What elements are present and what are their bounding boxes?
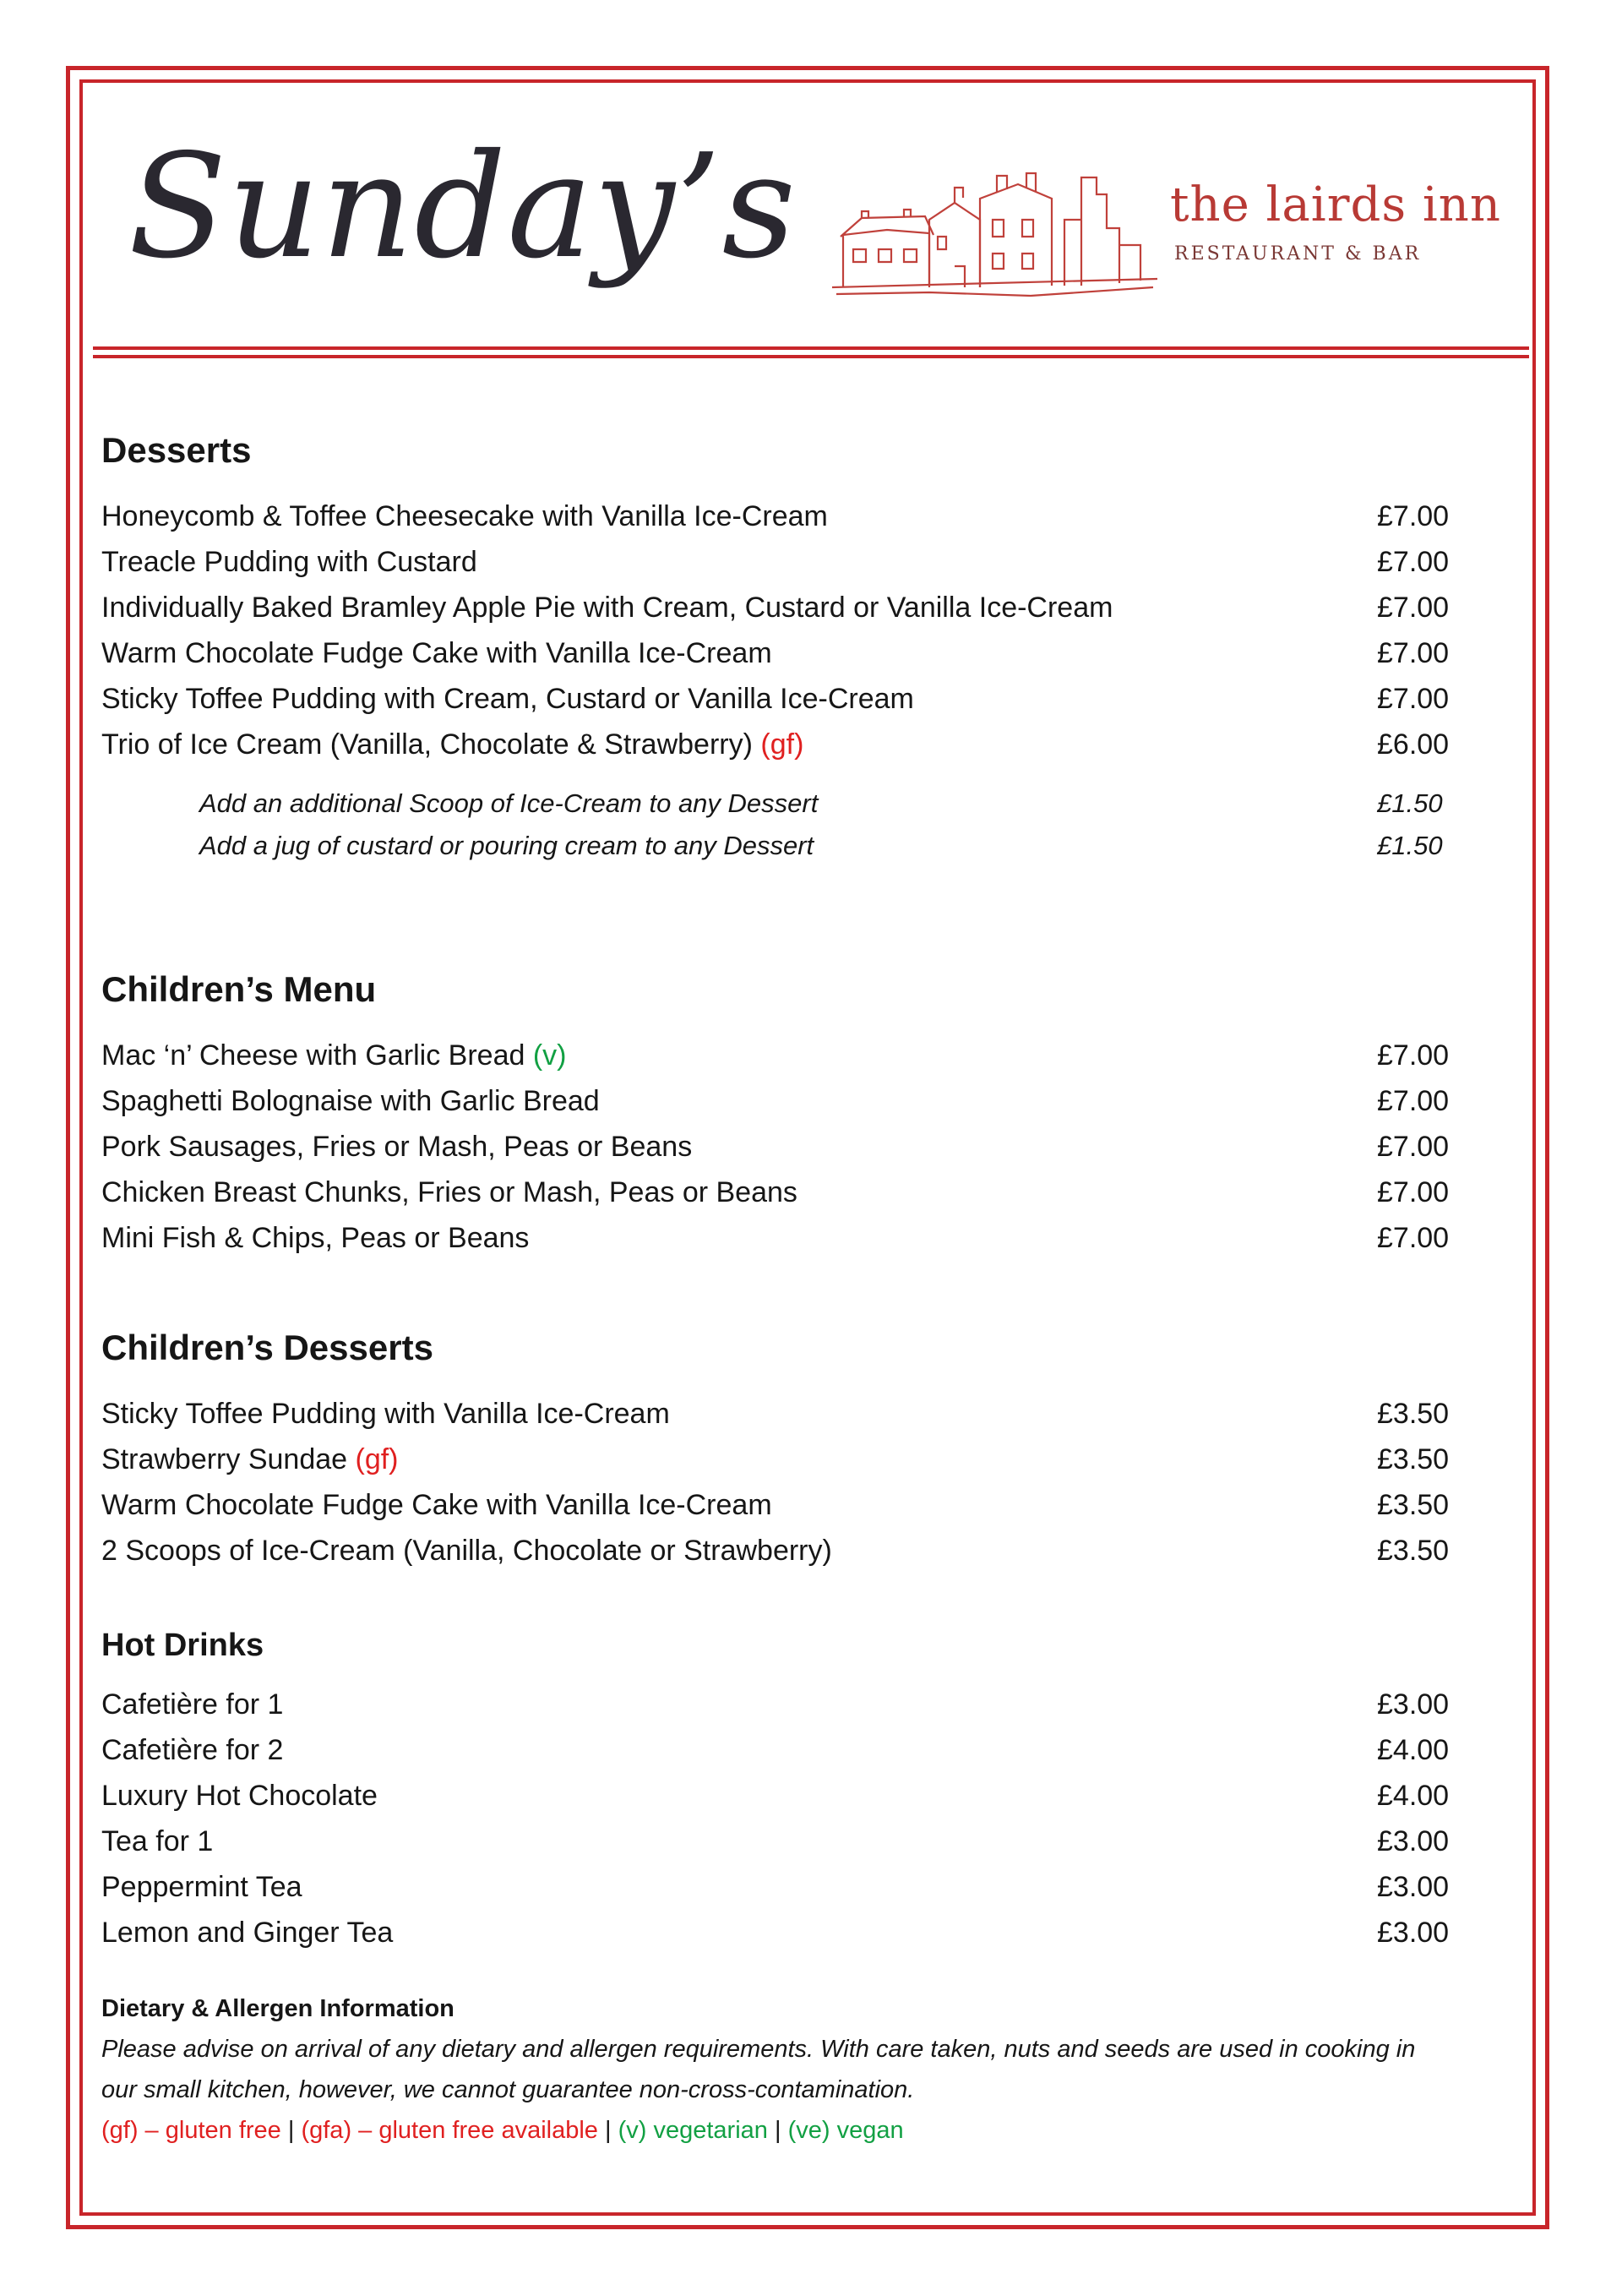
item-price: £7.00 xyxy=(1377,546,1450,578)
legend-gluten-free-available: (gfa) – gluten free available xyxy=(301,2117,598,2144)
item-name: Warm Chocolate Fudge Cake with Vanilla Ice-Cream xyxy=(101,637,772,669)
legend-gluten-free: (gf) – gluten free xyxy=(101,2117,281,2144)
item-name: Pork Sausages, Fries or Mash, Peas or Beans xyxy=(101,1131,693,1163)
menu-content xyxy=(101,406,1453,1955)
item-price: £3.00 xyxy=(1377,1825,1450,1857)
item-name: Strawberry Sundae xyxy=(101,1443,348,1475)
menu-item xyxy=(101,1819,1453,1864)
item-price: £7.00 xyxy=(1377,1222,1450,1254)
dietary-text-line-2: our small kitchen, however, we cannot guarantee non-cross-contamination. xyxy=(101,2076,915,2103)
item-price: £7.00 xyxy=(1377,683,1450,715)
item-name: Lemon and Ginger Tea xyxy=(101,1917,394,1949)
item-price: £3.00 xyxy=(1377,1871,1450,1903)
item-price: £4.00 xyxy=(1377,1780,1450,1812)
item-name: Sticky Toffee Pudding with Cream, Custard or Vanilla Ice-Cream xyxy=(101,683,914,715)
item-name: Chicken Breast Chunks, Fries or Mash, Peas or Beans xyxy=(101,1176,797,1208)
restaurant-logo xyxy=(828,169,1521,313)
menu-item xyxy=(101,1437,1453,1482)
menu-item xyxy=(101,1864,1453,1910)
brand-subtitle: RESTAURANT & BAR xyxy=(1174,243,1422,265)
menu-item xyxy=(101,1124,1453,1170)
menu-item xyxy=(101,1078,1453,1124)
item-price: £6.00 xyxy=(1377,728,1450,761)
item-price: £3.50 xyxy=(1377,1535,1450,1567)
vegetarian-tag: (v) xyxy=(532,1039,567,1072)
item-name: Mac ‘n’ Cheese with Garlic Bread xyxy=(101,1039,525,1072)
menu-item xyxy=(101,539,1453,585)
item-price: £3.50 xyxy=(1377,1398,1450,1430)
item-name: Spaghetti Bolognaise with Garlic Bread xyxy=(101,1085,600,1117)
item-name: Luxury Hot Chocolate xyxy=(101,1780,378,1812)
item-name: Tea for 1 xyxy=(101,1825,214,1857)
item-name-with-tag xyxy=(101,1033,567,1078)
legend-vegan: (ve) vegan xyxy=(787,2117,904,2144)
legend-vegetarian: (v) vegetarian xyxy=(618,2117,768,2144)
item-name: Sticky Toffee Pudding with Vanilla Ice-Cream xyxy=(101,1398,670,1430)
item-name: 2 Scoops of Ice-Cream (Vanilla, Chocolate or Strawberry) xyxy=(101,1535,832,1567)
legend-separator: | xyxy=(287,2117,295,2144)
item-price: £7.00 xyxy=(1377,592,1450,624)
menu-item xyxy=(101,1391,1453,1437)
menu-item xyxy=(101,1910,1453,1955)
item-name: Warm Chocolate Fudge Cake with Vanilla Ice-Cream xyxy=(101,1489,772,1521)
dietary-title: Dietary & Allergen Information xyxy=(101,1995,454,2022)
item-name: Trio of Ice Cream (Vanilla, Chocolate & Strawberry) xyxy=(101,728,753,761)
item-name: Mini Fish & Chips, Peas or Beans xyxy=(101,1222,530,1254)
page-title: Sunday’s xyxy=(128,123,797,291)
legend-separator: | xyxy=(774,2117,781,2144)
menu-item xyxy=(101,585,1453,630)
extra-name: Add an additional Scoop of Ice-Cream to any Dessert xyxy=(199,788,819,818)
menu-item xyxy=(101,1528,1453,1573)
item-price: £4.00 xyxy=(1377,1734,1450,1766)
item-name: Cafetière for 2 xyxy=(101,1734,284,1766)
item-name: Honeycomb & Toffee Cheesecake with Vanilla Ice-Cream xyxy=(101,500,828,532)
castle-sketch-icon xyxy=(828,169,1166,313)
header-divider-top xyxy=(93,346,1529,350)
item-price: £7.00 xyxy=(1377,1131,1450,1163)
brand-name: the lairds inn xyxy=(1170,177,1501,232)
item-name: Individually Baked Bramley Apple Pie with Cream, Custard or Vanilla Ice-Cream xyxy=(101,592,1113,624)
extra-item xyxy=(101,783,1453,825)
item-price: £3.00 xyxy=(1377,1917,1450,1949)
item-price: £7.00 xyxy=(1377,500,1450,532)
extra-item xyxy=(101,825,1453,867)
item-price: £7.00 xyxy=(1377,1085,1450,1117)
gluten-free-tag: (gf) xyxy=(355,1443,399,1475)
menu-item xyxy=(101,1033,1453,1078)
item-price: £7.00 xyxy=(1377,1039,1450,1072)
menu-header xyxy=(93,110,1529,321)
item-name: Cafetière for 1 xyxy=(101,1688,284,1721)
section-title-childrens-menu: Children’s Menu xyxy=(101,969,377,1009)
header-divider-bottom xyxy=(93,355,1529,358)
legend-separator: | xyxy=(604,2117,612,2144)
section-title-childrens-desserts: Children’s Desserts xyxy=(101,1328,433,1367)
gluten-free-tag: (gf) xyxy=(760,728,804,761)
menu-item xyxy=(101,494,1453,539)
item-price: £7.00 xyxy=(1377,637,1450,669)
menu-item xyxy=(101,1773,1453,1819)
item-price: £3.50 xyxy=(1377,1489,1450,1521)
section-title-hot-drinks: Hot Drinks xyxy=(101,1628,264,1663)
menu-item xyxy=(101,676,1453,722)
extra-price: £1.50 xyxy=(1377,831,1443,860)
item-price: £3.50 xyxy=(1377,1443,1450,1475)
menu-item xyxy=(101,722,1453,767)
item-name: Peppermint Tea xyxy=(101,1871,302,1903)
dietary-info xyxy=(101,1988,1538,2151)
dietary-legend xyxy=(101,2110,1538,2151)
extra-name: Add a jug of custard or pouring cream to any Dessert xyxy=(199,831,814,860)
menu-item xyxy=(101,630,1453,676)
item-price: £7.00 xyxy=(1377,1176,1450,1208)
extra-price: £1.50 xyxy=(1377,788,1443,818)
section-title-desserts: Desserts xyxy=(101,430,252,470)
item-name-with-tag xyxy=(101,722,803,767)
menu-item xyxy=(101,1482,1453,1528)
menu-item xyxy=(101,1215,1453,1261)
item-name-with-tag xyxy=(101,1437,399,1482)
menu-item xyxy=(101,1727,1453,1773)
item-name: Treacle Pudding with Custard xyxy=(101,546,477,578)
dietary-text-line-1: Please advise on arrival of any dietary and allergen requirements. With care taken, nuts and seeds are used in cooking in xyxy=(101,2036,1416,2063)
menu-item xyxy=(101,1170,1453,1215)
menu-item xyxy=(101,1682,1453,1727)
item-price: £3.00 xyxy=(1377,1688,1450,1721)
